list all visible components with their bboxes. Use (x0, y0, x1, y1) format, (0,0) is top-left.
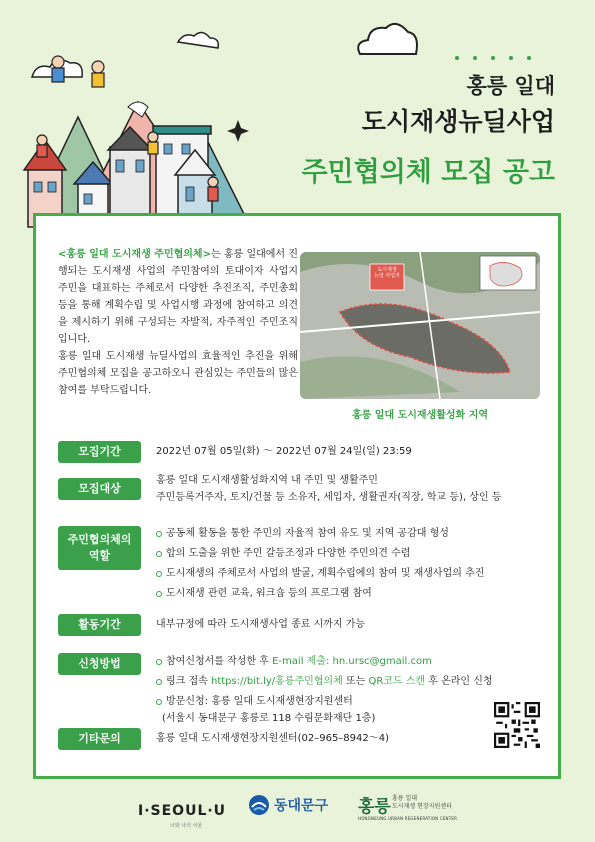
hongneung-logo-mark: 홍릉 (358, 797, 391, 817)
decorative-dots (455, 56, 531, 60)
hongneung-logo-text (392, 795, 452, 811)
dongdaemun-text: 동대문구 (274, 798, 329, 814)
title-line-1: 홍릉 일대 (466, 74, 555, 98)
bullet-text: 링크 접속 (166, 676, 211, 687)
label-recruit-target: 모집대상 (58, 478, 141, 500)
content-card (33, 213, 561, 779)
hongneung-logo-line2: 도시재생 현장지원센터 (392, 803, 452, 810)
map-label: 도시재생 뉴딜 사업지 (374, 267, 400, 279)
page-title: 주민협의체 모집 공고 (301, 157, 555, 188)
hongneung-logo-english: HONGNEUNG URBAN REGENERATION CENTER (358, 816, 458, 821)
value-contact (156, 730, 389, 747)
value-apply-method (156, 653, 493, 727)
header (0, 0, 595, 230)
value-recruit-target (156, 472, 501, 506)
bullet-item: 도시재생의 주체로서 사업의 발굴, 계획수립에의 참여 및 재생사업의 추진 (156, 565, 484, 582)
label-recruit-period: 모집기간 (58, 441, 141, 463)
bullet-text: 또는 (342, 676, 369, 687)
bullet-item (156, 653, 493, 670)
value-line: 홍릉 일대 도시재생현장지원센터(02–965–8942～4) (156, 733, 390, 744)
email-link[interactable]: E-mail 제출: hn.ursc@gmail.com (272, 656, 432, 667)
address-text: (서울시 동대문구 홍릉로 118 수림문화재단 1층) (162, 713, 376, 724)
bullet-text: 방문신청: 홍릉 일대 도시재생현장지원센터 (166, 696, 353, 707)
value-role (156, 525, 484, 602)
value-activity-period (156, 616, 365, 633)
dongdaemun-emblem-icon (248, 794, 270, 816)
intro-body: 홍릉 일대에서 진행되는 도시재생 사업의 주민참여의 토대이자 사업지 주민을 대표하는 주체로서 다양한 추진조직, 주민총회 등을 통해 계획수립 및 사업시행 과정에 참여하고 의견을 제시하기 위해 구성되는 자발적, 자주적인 주민조직입니다. (58, 249, 298, 345)
qr-code[interactable] (494, 702, 540, 748)
bullet-item: 도시재생 관련 교육, 워크숍 등의 프로그램 참여 (156, 585, 484, 602)
cloud-icon (352, 20, 422, 60)
intro-after-highlight: 는 (210, 249, 221, 260)
value-line: 2022년 07월 05일(화) ～ 2022년 07월 24일(일) 23:59 (156, 446, 412, 457)
area-map (300, 252, 540, 399)
intro-paragraph (58, 246, 298, 399)
label-role: 주민협의체의 역할 (58, 526, 141, 570)
bullet-item: 공동체 활동을 통한 주민의 자율적 참여 유도 및 지역 공감대 형성 (156, 525, 484, 542)
label-apply-method: 신청방법 (58, 653, 141, 675)
apply-link[interactable]: https://bit.ly/홍릉주민협의체 (211, 676, 343, 687)
label-activity-period: 활동기간 (58, 614, 141, 636)
bullet-text: 참여신청서를 작성한 후 (166, 656, 273, 667)
value-line: 주민등록거주자, 토지/건물 등 소유자, 세입자, 생활권자(직장, 학교 등), 상인 등 (156, 492, 502, 503)
intro-body-2: 홍릉 일대 도시재생 뉴딜사업의 효율적인 추진을 위해 주민협의체 모집을 공고하오니 관심있는 주민들의 많은 참여를 부탁드립니다. (58, 351, 298, 396)
village-illustration (18, 22, 258, 242)
map-graphic (300, 252, 540, 399)
bullet-text: 후 온라인 신청 (425, 676, 493, 687)
bullet-item (156, 693, 493, 710)
title-line-2: 도시재생뉴딜사업 (361, 107, 555, 136)
value-line: 홍릉 일대 도시재생활성화지역 내 주민 및 생활주민 (156, 475, 378, 486)
iseoul-logo: I·SEOUL·U (138, 803, 227, 819)
label-contact: 기타문의 (58, 728, 141, 750)
dongdaemun-logo (248, 794, 328, 816)
intro-highlight: <홍릉 일대 도시재생 주민협의체> (58, 249, 211, 260)
hongneung-logo-line1: 홍릉 일대 (392, 795, 418, 802)
value-line: 내부규정에 따라 도시재생사업 종료 시까지 가능 (156, 619, 366, 630)
bullet-item (156, 673, 493, 690)
bullet-item: 합의 도출을 위한 주민 갈등조정과 다양한 주민의견 수렴 (156, 545, 484, 562)
iseoul-subtitle: 너와 나의 서울 (170, 823, 203, 829)
value-recruit-period (156, 443, 412, 460)
qr-text: QR코드 스캔 (368, 676, 426, 687)
map-caption: 홍릉 일대 도시재생활성화 지역 (351, 410, 489, 421)
